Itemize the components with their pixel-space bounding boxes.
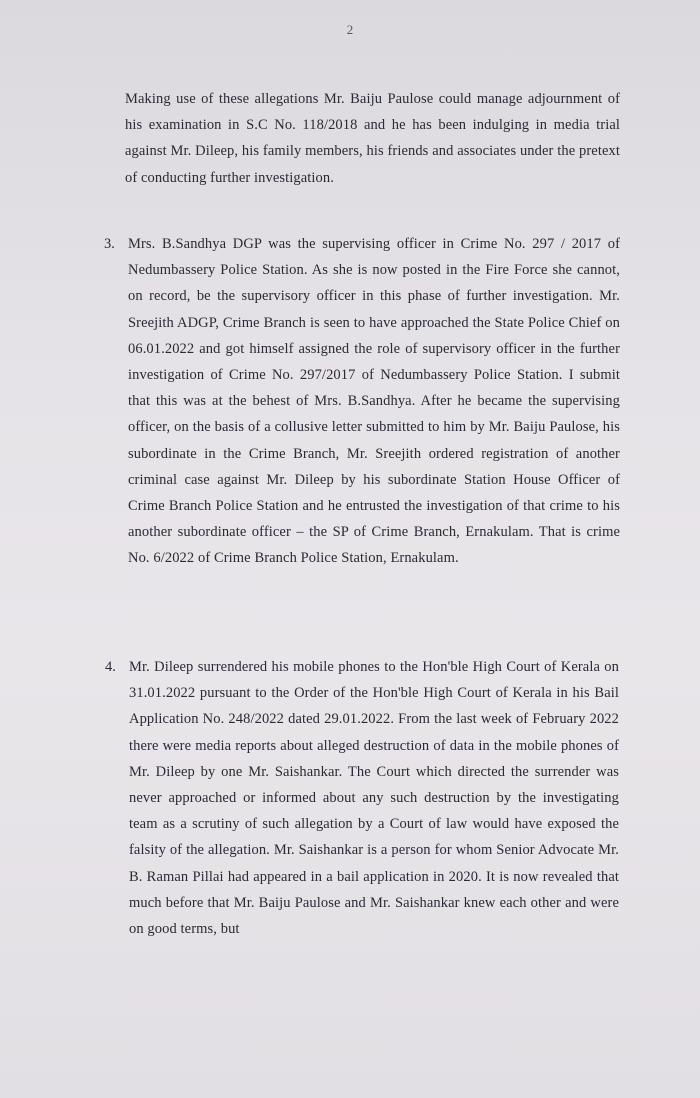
page-number: 2 <box>346 22 354 37</box>
paragraph-3: Mrs. B.Sandhya DGP was the supervising officer in Crime No. 297 / 2017 of Nedumbassery Police Station. As she is now posted in the Fire Force she cannot, on record, be the supervisory officer in this phase of further investigation. Mr. Sreejith ADGP, Crime Branch is seen to have approached the State Police Chief on 06.01.2022 and got himself assigned the role of supervisory officer in the further investigation of Crime No. 297/2017 of Nedumbassery Police Station. I submit that this was at the behest of Mrs. B.Sandhya. After he became the supervising officer, on the basis of a collusive letter submitted to him by Mr. Baiju Paulose, his subordinate in the Crime Branch, Mr. Sreejith ordered registration of another criminal case against Mr. Dileep by his subordinate Station House Officer of Crime Branch Police Station and he entrusted the investigation of that crime to his another subordinate officer – the SP of Crime Branch, Ernakulam. That is crime No. 6/2022 of Crime Branch Police Station, Ernakulam. <box>128 236 620 567</box>
paragraph-4: Mr. Dileep surrendered his mobile phones to the Hon'ble High Court of Kerala on 31.01.2022 pursuant to the Order of the Hon'ble High Court of Kerala in his Bail Application No. 248/2022 dated 29.01.2022. From the last week of February 2022 there were media reports about alleged destruction of data in the mobile phones of Mr. Dileep by one Mr. Saishankar. The Court which directed the surrender was never approached or informed about any such destruction by the investigating team as a scrutiny of such allegation by a Court of law would have exposed the falsity of the allegation. Mr. Saishankar is a person for whom Senior Advocate Mr. B. Raman Pillai had appeared in a bail application in 2020. It is now revealed that much before that Mr. Baiju Paulose and Mr. Saishankar knew each other and were on good terms, but <box>129 659 619 938</box>
paragraph-number-3: 3. <box>104 236 115 252</box>
paragraph-number-4: 4. <box>105 659 116 675</box>
paragraph-continuation: Making use of these allegations Mr. Baiju Paulose could manage adjournment of his examination in S.C No. 118/2018 and he has been indulging in media trial against Mr. Dileep, his family members, his friends and associates under the pretext of conducting further investigation. <box>125 91 620 186</box>
